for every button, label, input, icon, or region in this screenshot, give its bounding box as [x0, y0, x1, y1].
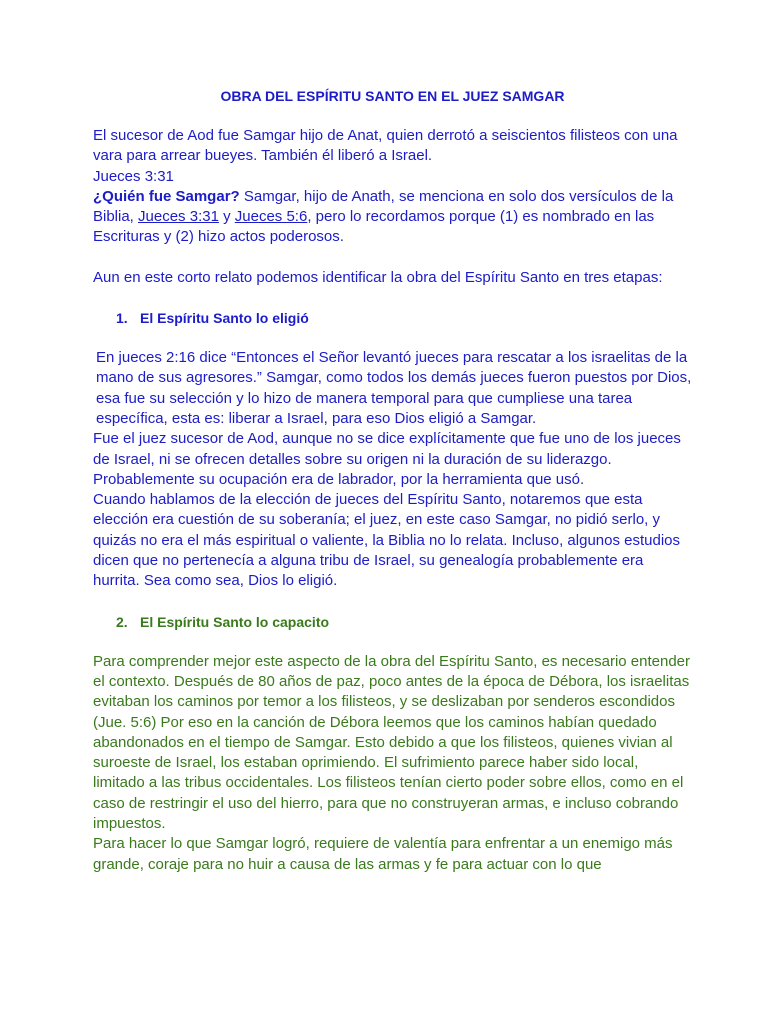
- section2-paragraph-2: Para hacer lo que Samgar logró, requiere de valentía para enfrentar a un enemigo más grande, coraje para no huir a causa de las armas y fe para actuar con lo que: [93, 835, 673, 873]
- question-paragraph: [93, 187, 692, 248]
- question-label: ¿Quién fue Samgar?: [93, 187, 240, 205]
- spacer: [93, 632, 692, 652]
- question-and: y: [218, 208, 235, 226]
- link-jueces-3-31[interactable]: Jueces 3:31: [138, 208, 219, 226]
- section2-heading: [93, 612, 692, 632]
- spacer: [93, 328, 692, 348]
- intro-paragraph: El sucesor de Aod fue Samgar hijo de Anat, quien derrotó a seiscientos filisteos con una vara para arrear bueyes. También él liberó a Israel.: [93, 127, 678, 165]
- section1-title: El Espíritu Santo lo eligió: [140, 310, 309, 327]
- section2-title: El Espíritu Santo lo capacito: [140, 613, 330, 630]
- section1-heading: [93, 308, 692, 328]
- intro-reference: Jueces 3:31: [93, 167, 174, 185]
- question-text-1: Samgar, hijo de Anath, se menciona en solo dos versículos de la Biblia,: [93, 187, 674, 226]
- section2-number: 2.: [116, 613, 128, 630]
- section1-paragraph-2: Fue el juez sucesor de Aod, aunque no se dice explícitamente que fue uno de los jueces de Israel, ni se ofrecen detalles sobre su origen ni la duración de su liderazgo. Probablemente su ocupación era de labrador, por la herramienta que usó.: [93, 430, 681, 488]
- section2-paragraph-1: Para comprender mejor este aspecto de la obra del Espíritu Santo, es necesario entender el contexto. Después de 80 años de paz, poco antes de la época de Débora, los israelitas evitaban los caminos por temor a los filisteos, y se deslizaban por senderos escondidos (Jue. 5:6) Por eso en la canción de Débora leemos que los caminos habían quedado abandonados en el tiempo de Samgar. Esto debido a que los filisteos, quienes vivian al suroeste de Israel, los estaban oprimiendo. El sufrimiento parece haber sido local, limitado a las tribus occidentales. Los filisteos tenían cierto poder sobre ellos, como en el caso de restringir el uso del hierro, para que no construyeran armas, e incluso cobrando impuestos.: [93, 652, 691, 833]
- spacer: [93, 248, 692, 268]
- section1-number: 1.: [116, 310, 128, 327]
- section1-paragraph-1: En jueces 2:16 dice “Entonces el Señor levantó jueces para rescatar a los israelitas de la mano de sus agresores.” Samgar, como todos los demás jueces fueron puestos por Dios, esa fue su selección y lo hizo de manera temporal para que cumpliese una tarea específica, esta es: liberar a Israel, para eso Dios eligió a Samgar.: [96, 349, 692, 427]
- spacer: [93, 592, 692, 612]
- section1-paragraph-3: Cuando hablamos de la elección de jueces del Espíritu Santo, notaremos que esta elección era cuestión de su soberanía; el juez, en este caso Samgar, no pidió serlo, y quizás no era el más espiritual o valiente, la Biblia no lo relata. Incluso, algunos estudios dicen que no pertenecía a alguna tribu de Israel, su genealogía probablemente era hurrita. Sea como sea, Dios lo eligió.: [93, 491, 681, 590]
- stages-intro: Aun en este corto relato podemos identificar la obra del Espíritu Santo en tres etapas:: [93, 268, 663, 286]
- link-jueces-5-6[interactable]: Jueces 5:6: [234, 208, 308, 226]
- spacer: [93, 288, 692, 308]
- question-text-2: , pero lo recordamos porque (1) es nombrado en las Escrituras y (2) hizo actos poderosos.: [93, 208, 655, 246]
- document-title: OBRA DEL ESPÍRITU SANTO EN EL JUEZ SAMGAR: [220, 88, 565, 104]
